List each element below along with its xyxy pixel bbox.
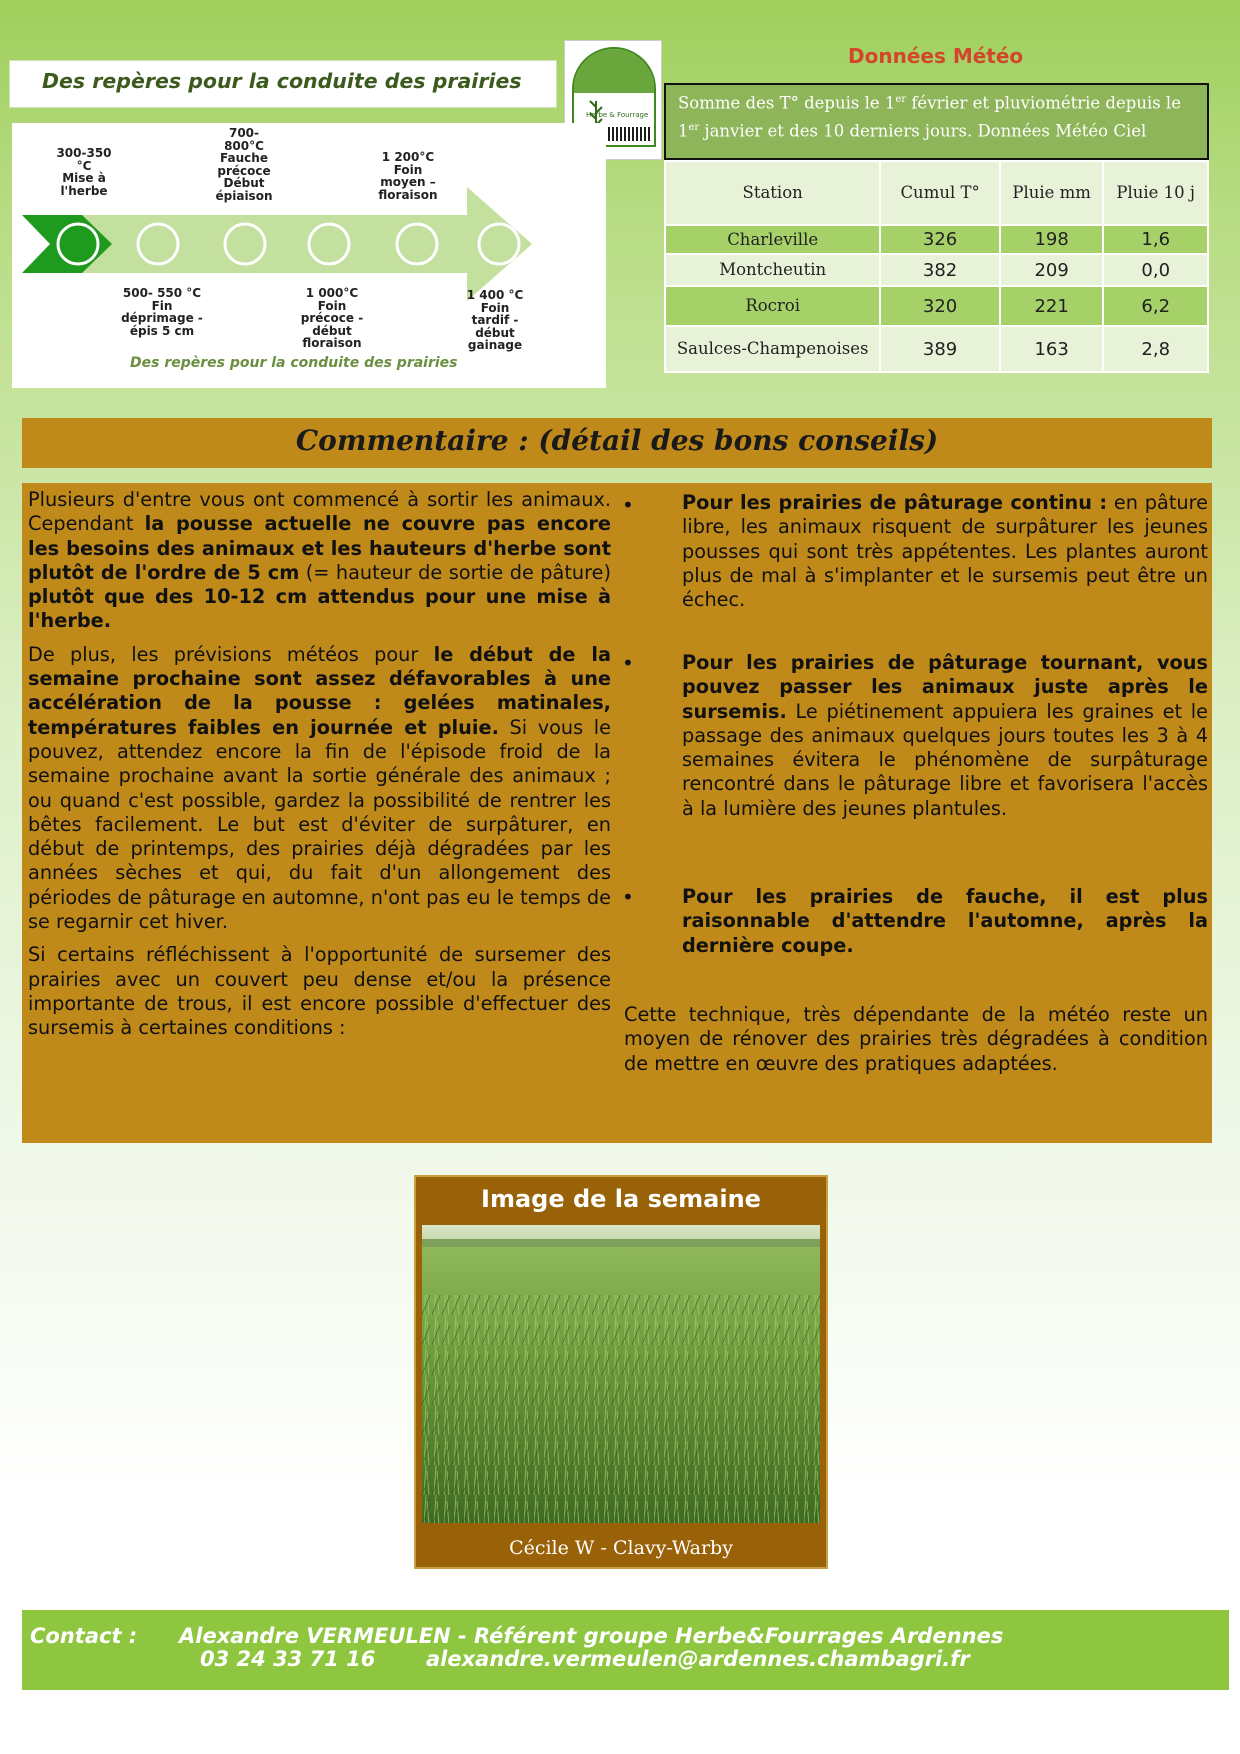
stage-label-1000: 1 000°C Foin précoce - début floraison	[300, 286, 364, 350]
commentaire-header	[22, 418, 1212, 468]
contact-label: Contact :	[30, 1624, 138, 1648]
title-box-text: Des repères pour la conduite des prairies	[42, 69, 522, 93]
grass-field-photo	[422, 1225, 820, 1523]
contact-phone: 03 24 33 71 16	[200, 1647, 376, 1671]
header-pluie: Pluie mm	[1000, 161, 1104, 225]
pluie-cell: 221	[1000, 286, 1104, 326]
station-cell: Charleville	[665, 225, 880, 254]
pluie-cell: 198	[1000, 225, 1104, 254]
table-row	[665, 326, 1208, 372]
growth-stages-diagram	[12, 123, 606, 388]
paragraph: De plus, les prévisions météos pour le début de la semaine prochaine sont assez défavorables à une accélération de la pousse : gelées matinales, températures faibles en journée et pluie. Si vous le pouvez, attendez encore la fin de l'épisode froid de la semaine prochaine avant la sortie générale des animaux ; ou quand c'est possible, gardez la possibilité de rentrer les bêtes facilement. Le but est d'éviter de surpâturer, en début de printemps, des prairies déjà dégradées par les années sèches et qui, du fait d'un allongement des périodes de pâturage en automne, n'ont pas eu le temps de se regarnir cet hiver.	[28, 642, 611, 934]
cumul-cell: 382	[880, 254, 1000, 286]
stage-label-1400: 1 400 °C Foin tardif - début gainage	[466, 288, 524, 352]
pluie10-cell: 1,6	[1103, 225, 1208, 254]
stage-label-700: 700- 800°C Fauche précoce Début épiaison	[215, 126, 273, 203]
header-station: Station	[665, 161, 880, 225]
commentaire-body	[22, 483, 1212, 1143]
table-row	[665, 225, 1208, 254]
commentaire-title: Commentaire : (détail des bons conseils)	[295, 424, 939, 457]
contact-bar	[22, 1610, 1229, 1690]
station-cell: Rocroi	[665, 286, 880, 326]
paragraph: Si certains réfléchissent à l'opportunité de sursemer des prairies avec un couvert peu dense et/ou la présence importante de trous, il est encore possible d'effectuer des sursemis à certaines conditions :	[28, 943, 611, 1040]
stage-label-1200: 1 200°C Foin moyen – floraison	[378, 150, 438, 202]
cumul-cell: 326	[880, 225, 1000, 254]
meteo-subtitle: Somme des T° depuis le 1er février et pluviométrie depuis le 1er janvier et des 10 derniers jours. Données Météo Ciel	[664, 83, 1209, 160]
station-cell: Saulces-Champenoises	[665, 326, 880, 372]
pluie-cell: 163	[1000, 326, 1104, 372]
meteo-title: Données Météo	[848, 44, 1024, 68]
pluie10-cell: 6,2	[1103, 286, 1208, 326]
image-semaine-caption: Cécile W - Clavy-Warby	[509, 1537, 733, 1559]
commentaire-conclusion: Cette technique, très dépendante de la météo reste un moyen de rénover des prairies très dégradées à condition de mettre en œuvre des pratiques adaptées.	[624, 1003, 1208, 1075]
bullet-item-fauche: Pour les prairies de fauche, il est plus raisonnable d'attendre l'automne, après la dernière coupe.	[682, 885, 1208, 957]
bullet-item-paturage-tournant: Pour les prairies de pâturage tournant, vous pouvez passer les animaux juste après le sursemis. Le piétinement appuiera les graines et le passage des animaux quelques jours toutes les 3 à 4 semaines évitera le phénomène de surpâturage rencontré dans le pâturage libre et favorisera l'accès à la lumière des jeunes plantules.	[682, 651, 1208, 820]
paragraph: Plusieurs d'entre vous ont commencé à sortir les animaux. Cependant la pousse actuelle ne couvre pas encore les besoins des animaux et les hauteurs d'herbe sont plutôt de l'ordre de 5 cm (= hauteur de sortie de pâture) plutôt que des 10-12 cm attendus pour une mise à l'herbe.	[28, 488, 611, 633]
title-box	[9, 60, 557, 108]
diagram-footer: Des repères pour la conduite des prairies	[130, 355, 458, 371]
image-semaine-frame	[414, 1175, 828, 1569]
pluie10-cell: 2,8	[1103, 326, 1208, 372]
bullet-item-paturage-continu: Pour les prairies de pâturage continu : en pâture libre, les animaux risquent de surpâturer les jeunes pousses qui sont très appétentes. Les plantes auront plus de mal à s'implanter et le sursemis peut être un échec.	[682, 491, 1208, 612]
contact-name: Alexandre VERMEULEN - Référent groupe Herbe&Fourrages Ardennes	[179, 1624, 1004, 1648]
bullet-icon: •	[622, 651, 634, 675]
stage-circle-active	[58, 224, 98, 264]
table-row	[665, 286, 1208, 326]
header-pluie10: Pluie 10 j	[1103, 161, 1208, 225]
contact-email-link[interactable]: alexandre.vermeulen@ardennes.chambagri.fr	[426, 1647, 970, 1671]
cumul-cell: 389	[880, 326, 1000, 372]
pluie-cell: 209	[1000, 254, 1104, 286]
bullet-icon: •	[622, 493, 634, 517]
bullet-icon: •	[622, 885, 634, 909]
meteo-table-header	[665, 161, 1208, 225]
logo-dome-fill	[574, 49, 654, 93]
station-cell: Montcheutin	[665, 254, 880, 286]
header-cumul: Cumul T°	[880, 161, 1000, 225]
cumul-cell: 320	[880, 286, 1000, 326]
grass-field-image	[422, 1225, 820, 1523]
commentaire-left-column	[28, 488, 611, 1050]
stage-label-300: 300-350 °C Mise à l'herbe	[56, 146, 112, 198]
pluie10-cell: 0,0	[1103, 254, 1208, 286]
meteo-table	[664, 160, 1209, 373]
table-row	[665, 254, 1208, 286]
logo-text: Herbe & Fourrage	[586, 111, 649, 119]
stage-label-500: 500- 550 °C Fin déprimage - épis 5 cm	[121, 286, 203, 338]
image-semaine-title: Image de la semaine	[481, 1185, 761, 1213]
